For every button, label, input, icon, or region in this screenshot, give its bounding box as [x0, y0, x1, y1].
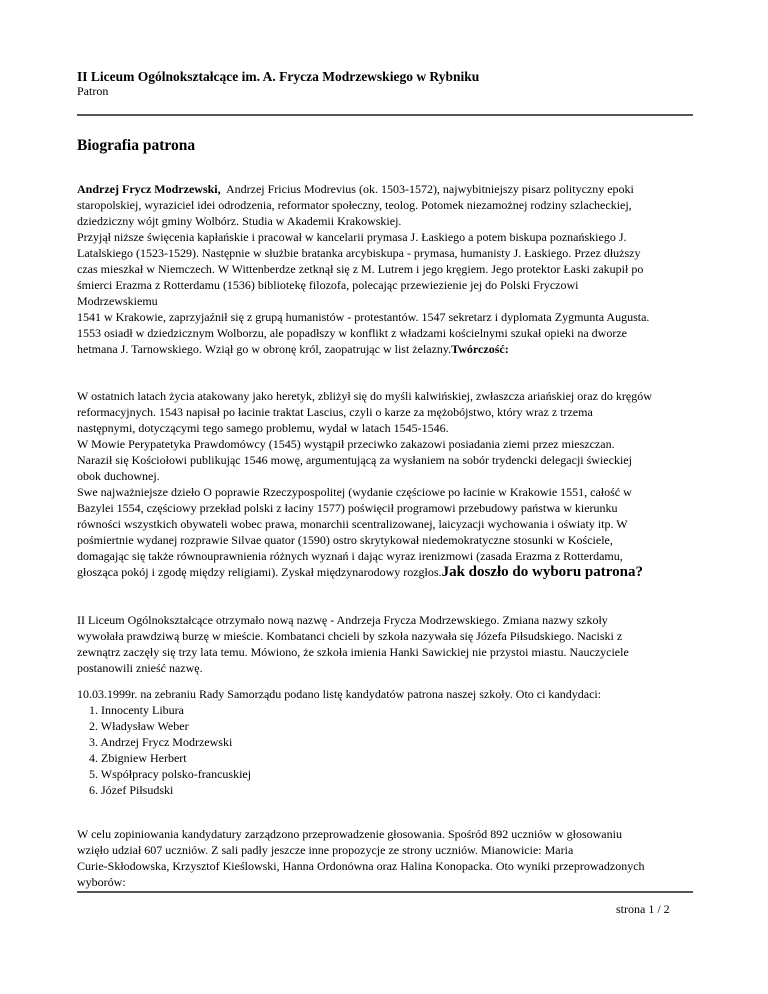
- candidates-list: [77, 702, 251, 798]
- naming-paragraph: [77, 612, 693, 676]
- biography-paragraph: [77, 181, 693, 357]
- section-title: Biografia patrona: [77, 137, 196, 154]
- patron-name: Andrzej Frycz Modrzewski,: [77, 182, 221, 196]
- list-item: 1. Innocenty Libura: [89, 703, 184, 717]
- text-line: Modrzewskiemu: [77, 294, 158, 308]
- text-line: 1541 w Krakowie, zaprzyjaźnił się z grupą humanistów - protestantów. 1547 sekretarz i dyplomata Zygmunta Augusta.: [77, 310, 650, 324]
- text-line: Przyjął niższe święcenia kapłańskie i pracował w kancelarii prymasa J. Łaskiego a potem biskupa poznańskiego J.: [77, 230, 627, 244]
- vote-paragraph: [77, 826, 693, 890]
- text-line: śmierci Erazma z Rotterdamu (1536) bibliotekę filozofa, polecając przewiezienie jej do Polski Fryczowi: [77, 278, 579, 292]
- text-line: hetmana J. Tarnowskiego. Wziął go w obronę król, zaopatrując w list żelazny.Twórczość:: [77, 342, 509, 356]
- patron-choice-heading: Jak doszło do wyboru patrona?: [441, 564, 643, 580]
- page-number: strona 1 / 2: [616, 902, 670, 916]
- text-line: W ostatnich latach życia atakowany jako heretyk, zbliżył się do myśli kalwińskiej, zwłaszcza ariańskiej oraz do kręgów: [77, 389, 652, 403]
- text-line: 1553 osiadł w dziedzicznym Wolborzu, ale popadłszy w konflikt z władzami kościelnymi szukał opieki na dworze: [77, 326, 627, 340]
- text-line: Latalskiego (1523-1529). Następnie w służbie bratanka arcybiskupa - prymasa, humanisty J. Łaskiego. Przez dłuższy: [77, 246, 641, 260]
- works-heading: Twórczość:: [451, 342, 509, 356]
- text-line: Naraził się Kościołowi publikując 1546 mowę, argumentującą za wysłaniem na sobór trydencki delegacji świeckiej: [77, 453, 632, 467]
- footer-divider: [77, 891, 693, 893]
- text-line: obok duchownej.: [77, 469, 160, 483]
- page-subtitle: Patron: [77, 84, 109, 98]
- text-line: domagając się także równouprawnienia różnych wyznań i dając wyraz irenizmowi (zasada Erazma z Rotterdamu,: [77, 549, 623, 563]
- text-line: głosząca pokój i zgodę między religiami). Zyskał międzynarodowy rozgłos.Jak doszło do wyboru patrona?: [77, 564, 643, 580]
- list-item: 3. Andrzej Frycz Modrzewski: [89, 735, 233, 749]
- text-line: następnymi, dotyczącymi tego samego problemu, wydał w latach 1545-1546.: [77, 421, 449, 435]
- text-line: staropolskiej, wyraziciel idei odrodzenia, reformator społeczny, teolog. Potomek niezamożnej rodziny szlacheckiej,: [77, 198, 632, 212]
- candidates-intro: 10.03.1999r. na zebraniu Rady Samorządu podano listę kandydatów patrona naszej szkoły. Oto ci kandydaci:: [77, 687, 602, 701]
- text-line: zewnątrz zaczęły się trzy lata temu. Mówiono, że szkoła imienia Hanki Sawickiej nie przystoi miastu. Nauczyciele: [77, 645, 629, 659]
- list-item: 2. Władysław Weber: [89, 719, 189, 733]
- list-item: 4. Zbigniew Herbert: [89, 751, 187, 765]
- header-divider: [77, 114, 693, 116]
- text-line: Andrzej Frycz Modrzewski, Andrzej Fricius Modrevius (ok. 1503-1572), najwybitniejszy pisarz polityczny epoki: [77, 182, 634, 196]
- text-line: II Liceum Ogólnokształcące otrzymało nową nazwę - Andrzeja Frycza Modrzewskiego. Zmiana nazwy szkoły: [77, 613, 608, 627]
- text-line: wzięło udział 607 uczniów. Z sali padły jeszcze inne propozycje ze strony uczniów. Mianowicie: Maria: [77, 843, 574, 857]
- list-item: 5. Współpracy polsko-francuskiej: [89, 767, 252, 781]
- text-line: Swe najważniejsze dzieło O poprawie Rzeczypospolitej (wydanie częściowe po łacinie w Krakowie 1551, całość w: [77, 485, 632, 499]
- text-line: Bazylei 1554, częściowy przekład polski z łaciny 1577) poświęcił programowi przebudowy państwa w kierunku: [77, 501, 618, 515]
- text-line: Curie-Skłodowska, Krzysztof Kieślowski, Hanna Ordonówna oraz Halina Konopacka. Oto wyniki przeprowadzonych: [77, 859, 645, 873]
- text-line: reformacyjnych. 1543 napisał po łacinie traktat Lascius, czyli o karze za mężobójstwo, który wraz z trzema: [77, 405, 593, 419]
- works-paragraph: [77, 388, 693, 580]
- list-item: 6. Józef Piłsudski: [89, 783, 174, 797]
- text-line: W Mowie Perypatetyka Prawdomówcy (1545) wystąpił przeciwko zakazowi posiadania ziemi przez mieszczan.: [77, 437, 615, 451]
- text-line: czas mieszkał w Niemczech. W Wittenberdze zetknął się z M. Lutrem i jego kręgiem. Jego protektor Łaski zakupił po: [77, 262, 644, 276]
- text-line: wyborów:: [77, 875, 126, 889]
- text-line: wywołała prawdziwą burzę w mieście. Kombatanci chcieli by szkoła nazywała się Józefa Piłsudskiego. Naciski z: [77, 629, 623, 643]
- text-line: W celu zopiniowania kandydatury zarządzono przeprowadzenie głosowania. Spośród 892 uczniów w głosowaniu: [77, 827, 622, 841]
- school-name: II Liceum Ogólnokształcące im. A. Frycza Modrzewskiego w Rybniku: [77, 69, 480, 84]
- text-line: postanowili znieść nazwę.: [77, 661, 203, 675]
- text-line: pośmiertnie wydanej rozprawie Silvae quator (1590) ostro skrytykował niedemokratyczne stosunki w Kościele,: [77, 533, 613, 547]
- text-line: równości wszystkich obywateli wobec prawa, monarchii scentralizowanej, laicyzacji wychowania i oświaty itp. W: [77, 517, 628, 531]
- text-line: dziedziczny wójt gminy Wolbórz. Studia w Akademii Krakowskiej.: [77, 214, 402, 228]
